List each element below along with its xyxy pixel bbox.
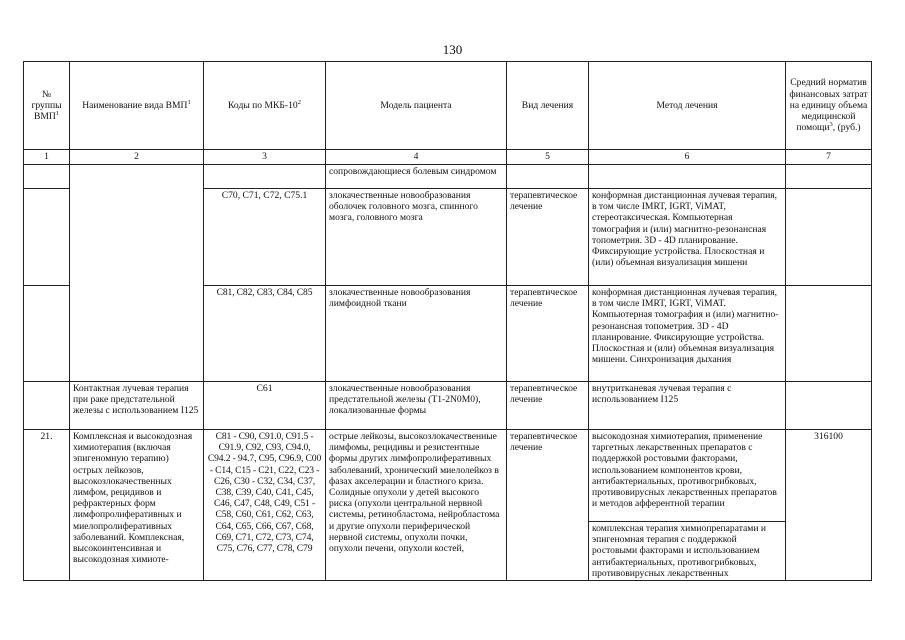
method-cell: конформная дистанционная лучевая терапия, в том числе IMRT, IGRT, ViMAT, стереотаксическая. Компьютерная томография и (или) магнитно-резонансная топометрия. 3D - 4D планирование. Фиксирующие устройства. Плоскостная и (или) объемная визуализация мишени bbox=[589, 189, 786, 286]
treatment-cell: терапевтическое лечение bbox=[507, 430, 589, 581]
group-cell: 21. bbox=[24, 430, 70, 581]
vmp-name-cell bbox=[70, 165, 204, 382]
vmp-table bbox=[23, 61, 872, 581]
table-row bbox=[24, 165, 872, 189]
model-cell: злокачественные новообразования оболочек головного мозга, спинного мозга, головного мозга bbox=[326, 189, 507, 286]
codes-cell: C61 bbox=[204, 382, 326, 430]
column-number: 5 bbox=[507, 150, 589, 165]
group-cell bbox=[24, 286, 70, 382]
column-number: 1 bbox=[24, 150, 70, 165]
codes-cell: C81, C82, C83, C84, C85 bbox=[204, 286, 326, 382]
method-cell bbox=[589, 165, 786, 189]
table-row bbox=[24, 382, 872, 430]
vmp-name-cell: Комплексная и высокодозная химиотерапия (включая эпигеномную терапию) острых лейкозов, высокозлокачественных лимфом, рецидивов и рефрактерных форм лимфопролиферативных и миелопролиферативных заболеваний. Комплексная, высокоинтенсивная и высокодозная химиоте- bbox=[70, 430, 204, 581]
cost-cell bbox=[786, 189, 872, 286]
column-number-row bbox=[24, 150, 872, 165]
treatment-cell bbox=[507, 165, 589, 189]
method-cell: внутритканевая лучевая терапия с использованием I125 bbox=[589, 382, 786, 430]
treatment-cell: терапевтическое лечение bbox=[507, 382, 589, 430]
header-row bbox=[24, 62, 872, 150]
model-cell: злокачественные новообразования лимфоидной ткани bbox=[326, 286, 507, 382]
cost-cell bbox=[786, 286, 872, 382]
header-cost-standard: Средний норматив финансовых затрат на единицу объема медицинской помощи$^3$, (руб.) bbox=[786, 62, 872, 150]
table-row bbox=[24, 430, 872, 522]
cost-cell bbox=[786, 165, 872, 189]
cost-cell: 316100 bbox=[786, 430, 872, 581]
treatment-cell: терапевтическое лечение bbox=[507, 189, 589, 286]
group-cell bbox=[24, 382, 70, 430]
header-group-number: № группы ВМП$^1$ bbox=[24, 62, 70, 150]
codes-cell bbox=[204, 165, 326, 189]
codes-cell: C81 - C90, C91.0, C91.5 - C91.9, C92, C93, C94.0, C94.2 - 94.7, C95, C96.9, C00 - C14, C15 - C21, C22, C23 - C26, C30 - C32, C34, C37, C38, C39, C40, C41, C45, C46, C47, C48, C49, C51 - C58, C60, C61, C62, C63, C64, C65, C66, C67, C68, C69, C71, C72, C73, C74, C75, C76, C77, C78, C79 bbox=[204, 430, 326, 581]
model-cell: сопровождающиеся болевым синдромом bbox=[326, 165, 507, 189]
header-treatment-type: Вид лечения bbox=[507, 62, 589, 150]
codes-cell: C70, C71, C72, C75.1 bbox=[204, 189, 326, 286]
method-cell: высокодозная химиотерапия, применение таргетных лекарственных препаратов с поддержкой ростовыми факторами, использованием компонентов крови, антибактериальных, противогрибковых, противовирусных лекарственных препаратов и методов афферентной терапии bbox=[589, 430, 786, 522]
header-vmp-type: Наименование вида ВМП$^1$ bbox=[70, 62, 204, 150]
column-number: 7 bbox=[786, 150, 872, 165]
vmp-name-cell: Контактная лучевая терапия при раке предстательной железы с использованием I125 bbox=[70, 382, 204, 430]
column-number: 2 bbox=[70, 150, 204, 165]
group-cell bbox=[24, 165, 70, 189]
model-cell: острые лейкозы, высокозлокачественные лимфомы, рецидивы и резистентные формы других лимфопролиферативных заболеваний, хронический миелолейкоз в фазах акселерации и бластного криза. Солидные опухоли у детей высокого риска (опухоли центральной нервной системы, ретинобластома, нейробластома и другие опухоли периферической нервной системы, опухоли почки, опухоли печени, опухоли костей, bbox=[326, 430, 507, 581]
method-cell: комплексная терапия химиопрепаратами и эпигеномная терапия с поддержкой ростовыми факторами и использованием антибактериальных, противогрибковых, противовирусных лекарственных bbox=[589, 522, 786, 581]
header-treatment-method: Метод лечения bbox=[589, 62, 786, 150]
column-number: 6 bbox=[589, 150, 786, 165]
header-patient-model: Модель пациента bbox=[326, 62, 507, 150]
method-cell: конформная дистанционная лучевая терапия, в том числе IMRT, IGRT, ViMAT. Компьютерная томография и (или) магнитно-резонансная топометрия. 3D - 4D планирование. Фиксирующие устройства. Плоскостная и (или) объемная визуализация мишени. Синхронизация дыхания bbox=[589, 286, 786, 382]
treatment-cell: терапевтическое лечение bbox=[507, 286, 589, 382]
header-icd-codes: Коды по МКБ-$10^2$ bbox=[204, 62, 326, 150]
model-cell: злокачественные новообразования предстательной железы (T1-2N0M0), локализованные формы bbox=[326, 382, 507, 430]
column-number: 3 bbox=[204, 150, 326, 165]
cost-cell bbox=[786, 382, 872, 430]
page-number: 130 bbox=[442, 42, 463, 57]
column-number: 4 bbox=[326, 150, 507, 165]
group-cell bbox=[24, 189, 70, 286]
